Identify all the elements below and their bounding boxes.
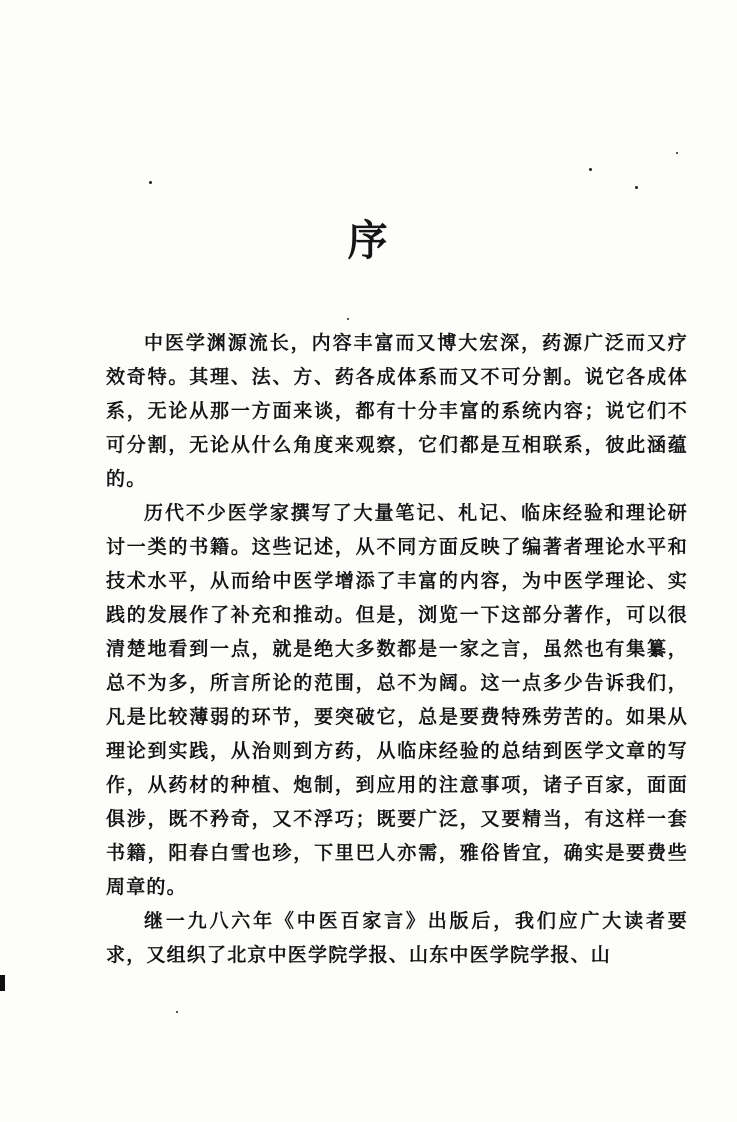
scan-speck <box>347 318 349 320</box>
scan-speck <box>176 1011 178 1013</box>
paragraph-1: 中医学渊源流长，内容丰富而又博大宏深，药源广泛而又疗效奇特。其理、法、方、药各成体系而又不可分割。说它各成体系，无论从那一方面来谈，都有十分丰富的系统内容；说它们不可分割，无论从什么角度来观察，它们都是互相联系，彼此涵蕴的。 <box>106 332 688 490</box>
paragraph-3: 继一九八六年《中医百家言》出版后，我们应广大读者要求，又组织了北京中医学院学报、山东中医学院学报、山 <box>106 910 688 966</box>
scan-edge-mark <box>0 975 5 991</box>
scan-speck <box>635 186 638 189</box>
scan-speck <box>676 152 678 154</box>
page-title: 序 <box>347 216 390 265</box>
paragraph-2: 历代不少医学家撰写了大量笔记、札记、临床经验和理论研讨一类的书籍。这些记述，从不同方面反映了编著者理论水平和技术水平，从而给中医学增添了丰富的内容，为中医学理论、实践的发展作了补充和推动。但是，浏览一下这部分著作，可以很清楚地看到一点，就是绝大多数都是一家之言，虽然也有集纂，总不为多，所言所论的范围，总不为阔。这一点多少告诉我们，凡是比较薄弱的环节，要突破它，总是要费特殊劳苦的。如果从理论到实践，从治则到方药，从临床经验的总结到医学文章的写作，从药材的种植、炮制，到应用的注意事项，诸子百家，面面俱涉，既不矜奇，又不浮巧；既要广泛，又要精当，有这样一套书籍，阳春白雪也珍，下里巴人亦需，雅俗皆宜，确实是要费些周章的。 <box>106 502 688 898</box>
scan-speck <box>589 168 592 171</box>
preface-body <box>106 326 688 972</box>
scan-speck <box>149 181 152 184</box>
